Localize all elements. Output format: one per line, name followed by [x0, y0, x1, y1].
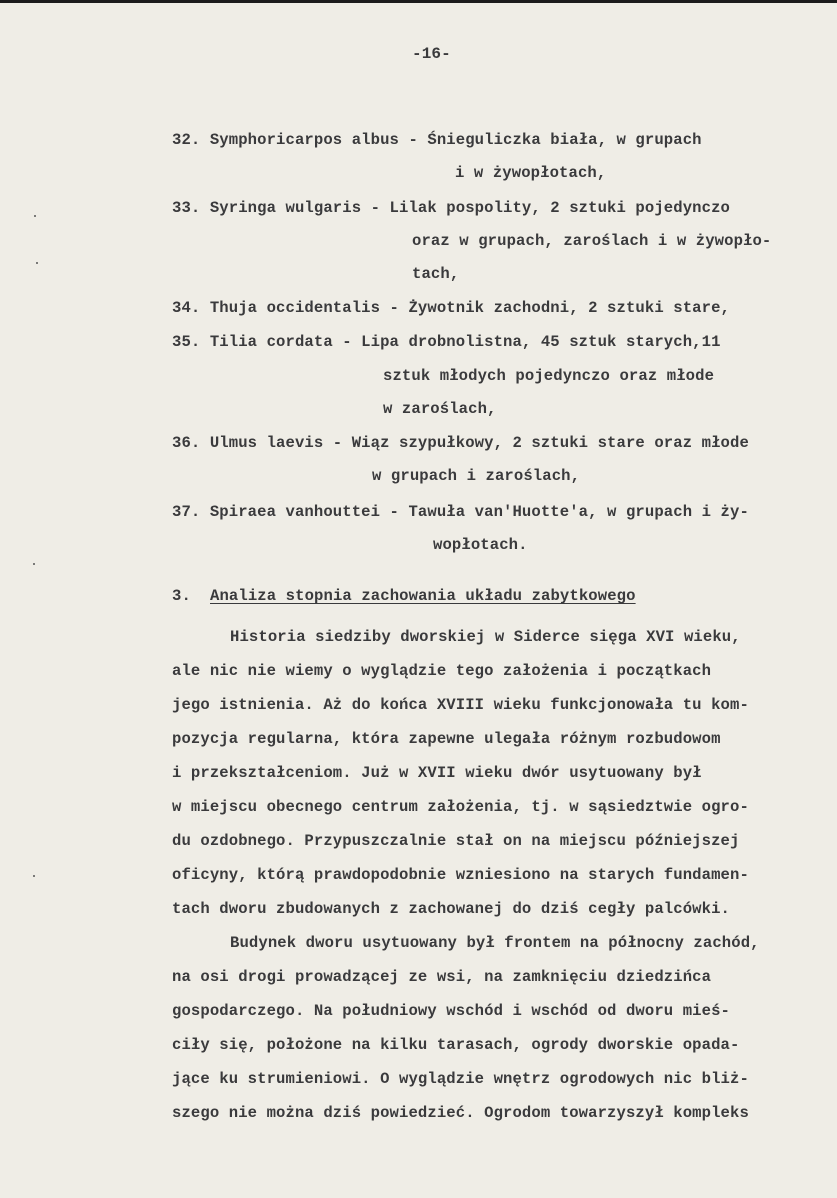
plant-entry-36-line-1: 36. Ulmus laevis - Wiąz szypułkowy, 2 sztuki stare oraz młode [172, 434, 749, 452]
paragraph-2-line-5: jące ku strumieniowi. O wyglądzie wnętrz ogrodowych nic bliż- [172, 1070, 749, 1088]
plant-entry-33-line-3: tach, [412, 265, 460, 283]
plant-entry-34-line-1: 34. Thuja occidentalis - Żywotnik zachodni, 2 sztuki stare, [172, 299, 731, 317]
paragraph-1-line-9: tach dworu zbudowanych z zachowanej do dziś cegły palcówki. [172, 900, 731, 918]
paragraph-1-line-8: oficyny, którą prawdopodobnie wzniesiono na starych fundamen- [172, 866, 749, 884]
paragraph-1-line-6: w miejscu obecnego centrum założenia, tj. w sąsiedztwie ogro- [172, 798, 749, 816]
paragraph-1-line-4: pozycja regularna, która zapewne ulegała różnym rozbudowom [172, 730, 721, 748]
paragraph-2-line-3: gospodarczego. Na południowy wschód i wschód od dworu mieś- [172, 1002, 731, 1020]
section-title: Analiza stopnia zachowania układu zabytkowego [210, 587, 636, 605]
scan-speck [33, 875, 35, 877]
plant-entry-33-line-1: 33. Syringa wulgaris - Lilak pospolity, 2 sztuki pojedynczo [172, 199, 731, 217]
plant-entry-32-line-2: i w żywopłotach, [455, 164, 607, 182]
paragraph-2-line-2: na osi drogi prowadzącej ze wsi, na zamknięciu dziedzińca [172, 968, 712, 986]
plant-entry-35-line-1: 35. Tilia cordata - Lipa drobnolistna, 45 sztuk starych,11 [172, 333, 721, 351]
plant-entry-32-line-1: 32. Symphoricarpos albus - Śnieguliczka biała, w grupach [172, 131, 702, 149]
plant-entry-37-line-2: wopłotach. [433, 536, 528, 554]
plant-entry-36-line-2: w grupach i zaroślach, [372, 467, 581, 485]
scan-top-edge [0, 0, 837, 3]
paragraph-1-line-7: du ozdobnego. Przypuszczalnie stał on na miejscu późniejszej [172, 832, 740, 850]
plant-entry-33-line-2: oraz w grupach, zaroślach i w żywopło- [412, 232, 772, 250]
paragraph-1-line-5: i przekształceniom. Już w XVII wieku dwór usytuowany był [172, 764, 702, 782]
paragraph-2-line-4: ciły się, położone na kilku tarasach, ogrody dworskie opada- [172, 1036, 740, 1054]
section-number: 3. [172, 587, 191, 605]
paragraph-1-line-3: jego istnienia. Aż do końca XVIII wieku funkcjonowała tu kom- [172, 696, 749, 714]
scan-speck [33, 563, 35, 565]
paragraph-1-line-1: Historia siedziby dworskiej w Siderce sięga XVI wieku, [230, 628, 741, 646]
plant-entry-37-line-1: 37. Spiraea vanhouttei - Tawuła van'Huotte'a, w grupach i ży- [172, 503, 749, 521]
plant-entry-35-line-2: sztuk młodych pojedynczo oraz młode [383, 367, 715, 385]
paragraph-2-line-6: szego nie można dziś powiedzieć. Ogrodom towarzyszył kompleks [172, 1104, 749, 1122]
scan-speck [36, 262, 38, 264]
scan-speck [34, 215, 36, 217]
paragraph-2-line-1: Budynek dworu usytuowany był frontem na północny zachód, [230, 934, 760, 952]
plant-entry-35-line-3: w zaroślach, [383, 400, 497, 418]
paragraph-1-line-2: ale nic nie wiemy o wyglądzie tego założenia i początkach [172, 662, 712, 680]
page-number: -16- [412, 45, 451, 63]
